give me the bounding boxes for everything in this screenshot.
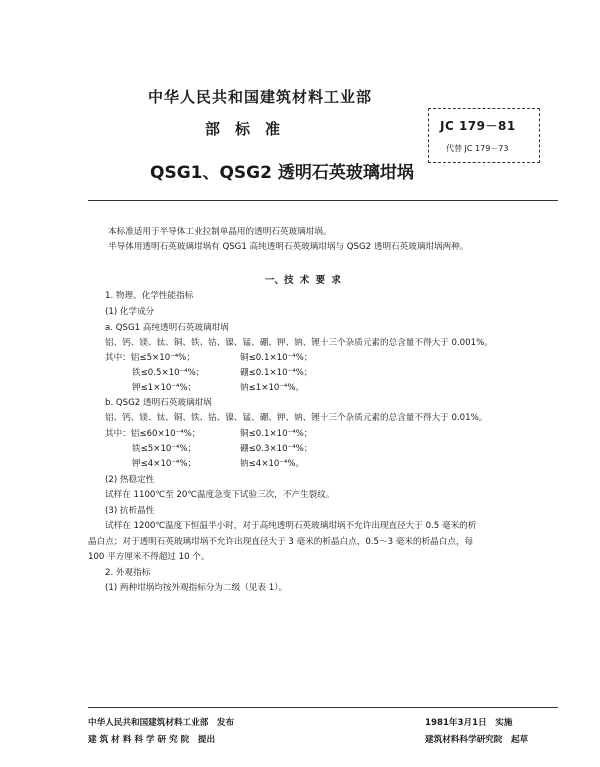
para-devitrification: (3) 抗析晶性: [105, 506, 155, 516]
qsg2-copper: 铜≤0.1×10⁻⁴%；: [240, 429, 313, 439]
section-title: 一、技 术 要 求: [265, 275, 341, 286]
footer-issuer: 中华人民共和国建筑材料工业部 发布: [88, 718, 235, 728]
qsg1-title: a. QSG1 高纯透明石英玻璃坩埚: [105, 323, 229, 333]
qsg2-potassium: 钾≤4×10⁻⁴%；: [132, 459, 197, 469]
qsg2-sodium: 钠≤4×10⁻⁴%。: [240, 459, 305, 469]
qsg1-potassium: 钾≤1×10⁻⁴%；: [132, 383, 197, 393]
qsg1-boron: 硼≤0.1×10⁻⁴%；: [240, 368, 313, 378]
para-thermal-test: 试样在 1100℃至 20℃温度急变下试验三次，不产生裂纹。: [105, 490, 335, 500]
para-devit-line-1: 试样在 1200℃温度下恒温半小时，对于高纯透明石英玻璃坩埚不允许出现直径大于 0.5 毫米的析: [105, 521, 477, 531]
para-appearance-grades: (1) 两种坩埚均按外观指标分为二级（见表 1）。: [105, 583, 288, 593]
ministry-name: 中华人民共和国建筑材料工业部: [148, 88, 373, 106]
para-thermal-stability: (2) 热稳定性: [105, 475, 155, 485]
header-divider: [88, 200, 558, 201]
intro-line-2: 半导体用透明石英玻璃坩埚有 QSG1 高纯透明石英玻璃坩埚与 QSG2 透明石英玻璃坩埚两种。: [108, 242, 469, 252]
qsg2-boron: 硼≤0.3×10⁻⁴%；: [240, 444, 313, 454]
qsg1-description: 铝、钙、镁、钛、铜、铁、钴、镍、锰、硼、钾、钠、锂十三个杂质元素的总含量不得大于 0.001%。: [105, 338, 493, 348]
footer-proposer: 建 筑 材 料 科 学 研 究 院 提出: [88, 735, 216, 745]
qsg1-copper: 铜≤0.1×10⁻⁴%；: [240, 353, 313, 363]
intro-line-1: 本标准适用于半导体工业拉制单晶用的透明石英玻璃坩埚。: [108, 227, 332, 237]
qsg2-iron: 铁≤5×10⁻⁴%；: [132, 444, 197, 454]
para-devit-line-3: 100 平方厘米不得超过 10 个。: [88, 552, 210, 562]
para-devit-line-2: 晶白点；对于透明石英玻璃坩埚不允许出现直径大于 3 毫米的析晶白点，0.5～3 毫米的析晶白点，每: [88, 537, 474, 547]
qsg2-title: b. QSG2 透明石英玻璃坩埚: [105, 398, 212, 408]
standard-code: JC 179－81: [440, 119, 516, 133]
qsg2-description: 铝、钙、镁、钛、铜、铁、钴、镍、锰、硼、钾、钠、锂十三个杂质元素的总含量不得大于 0.01%。: [105, 413, 488, 423]
footer-date: 1981年3月1日 实施: [425, 718, 513, 728]
standard-type: 部 标 准: [205, 120, 281, 138]
qsg1-sodium: 钠≤1×10⁻⁴%。: [240, 383, 305, 393]
replaces-code: 代替 JC 179－73: [446, 144, 509, 153]
footer-divider: [88, 707, 558, 708]
para-physical-chemical: 1. 物理、化学性能指标: [105, 291, 194, 301]
para-chemical-composition: (1) 化学成分: [105, 307, 155, 317]
qsg1-aluminum: 其中：铝≤5×10⁻⁴%；: [105, 353, 195, 363]
qsg1-iron: 铁≤0.5×10⁻⁴%；: [132, 368, 205, 378]
footer-drafter: 建筑材料科学研究院 起草: [425, 735, 529, 745]
qsg2-aluminum: 其中：铝≤60×10⁻⁴%；: [105, 429, 201, 439]
para-appearance: 2. 外观指标: [105, 568, 151, 578]
document-title: QSG1、QSG2 透明石英玻璃坩埚: [150, 163, 414, 183]
